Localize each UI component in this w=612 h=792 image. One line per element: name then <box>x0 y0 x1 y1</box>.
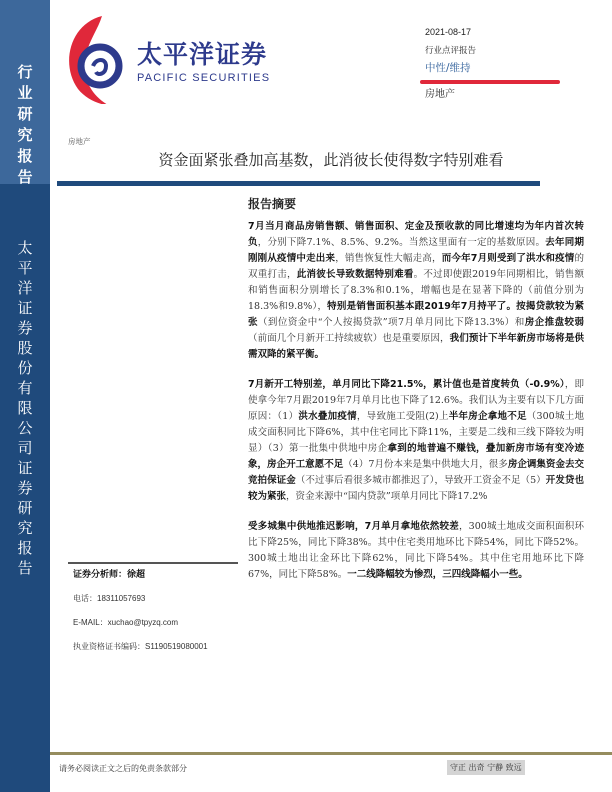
footer-disclaimer: 请务必阅读正文之后的免责条款部分 <box>59 764 187 773</box>
vertical-char: 限 <box>17 399 33 417</box>
vertical-char: 司 <box>17 439 33 457</box>
vertical-char: 告 <box>17 559 33 577</box>
bold-text: 去年同期刚刚从疫情中走出来 <box>248 237 584 264</box>
company-logo-icon <box>60 14 130 104</box>
sidebar-bottom-text <box>0 238 50 578</box>
vertical-char: 业 <box>17 84 33 102</box>
text: （前面几个月新开工持续疲软）也是重要原因， <box>248 333 450 344</box>
bold-text: 开发贷也较为紧张 <box>248 475 584 502</box>
vertical-char: 究 <box>17 126 33 144</box>
vertical-char: 行 <box>17 63 33 81</box>
analyst-email: E-MAIL：xuchao@tpyzq.com <box>73 618 179 627</box>
text: ，销售恢复性大幅走高， <box>335 253 442 264</box>
text: ，导致施工受阻(2)上 <box>356 411 449 422</box>
bold-text: 半年房企拿地不足 <box>448 411 527 422</box>
title-divider <box>57 181 540 186</box>
report-title-wrap <box>0 150 612 170</box>
footer-divider <box>50 752 612 755</box>
text: ，即使拿今年7月跟2019年7月单月比也下降了12.6%。我们认为主要有以下几方面原因：（1） <box>248 379 584 422</box>
vertical-char: 券 <box>17 319 33 337</box>
report-type: 行业点评报告 <box>425 46 477 56</box>
bold-text: 而今年7月则受到了洪水和疫情 <box>441 253 575 264</box>
summary-heading: 报告摘要 <box>248 197 297 211</box>
vertical-char: 公 <box>17 419 33 437</box>
bold-text: 一二线降幅较为惨烈，三四线降幅小一些。 <box>347 569 528 580</box>
sector: 房地产 <box>425 89 455 100</box>
rating: 中性/维持 <box>425 62 471 74</box>
vertical-char: 究 <box>17 519 33 537</box>
text: ，资金来源中“国内贷款”项单月同比下降17.2% <box>286 491 488 502</box>
vertical-char: 证 <box>17 299 33 317</box>
bold-text: 洪水叠加疫情 <box>298 411 357 422</box>
text: （300城土地成交面积同比下降6%，其中住宅同比下降11%，主要是二线和三线下降较为明显）（3）第一批集中供地中房企 <box>248 411 584 454</box>
bold-text: 房企调集资金去交竞拍保证金 <box>248 459 584 486</box>
text: ，分别下降7.1%、8.5%、9.2%。当然这里面有一定的基数原因。 <box>257 237 546 248</box>
text: （到位资金中“个人按揭贷款”项7月单月同比下降13.3%）和 <box>257 317 525 328</box>
vertical-char: 证 <box>17 459 33 477</box>
text: （4）7月份本来是集中供地大月，很多 <box>343 459 508 470</box>
vertical-char: 太 <box>17 239 33 257</box>
vertical-char: 股 <box>17 339 33 357</box>
text: 的双重打击， <box>248 253 584 280</box>
analyst-cert: 执业资格证书编码：S1190519080001 <box>73 642 208 651</box>
vertical-char: 告 <box>17 168 33 186</box>
summary-section <box>248 195 584 597</box>
vertical-char: 份 <box>17 359 33 377</box>
vertical-char: 报 <box>17 539 33 557</box>
bold-text: 此消彼长导致数据特别难看 <box>296 269 414 280</box>
bold-text: 受多城集中供地推迟影响，7月单月拿地依然较差 <box>248 521 459 532</box>
bold-text: 拿到的地普遍不赚钱，叠加新房市场有变冷迹象，房企开工意愿不足 <box>248 443 584 470</box>
sector-tag: 房地产 <box>68 137 91 146</box>
summary-paragraph <box>248 219 584 363</box>
analyst-name: 证券分析师：徐超 <box>73 570 146 580</box>
summary-paragraph <box>248 519 584 583</box>
footer-motto: 守正 出奇 宁静 致远 <box>447 760 525 775</box>
brand-name-cn: 太平洋证券 <box>137 40 268 69</box>
bold-text: 我们预计下半年新房市场将是供需双降的紧平衡。 <box>248 333 584 360</box>
report-title: 资金面紧张叠加高基数，此消彼长使得数字特别难看 <box>158 151 504 169</box>
bold-text: 7月当月商品房销售额、销售面积、定金及预收款的同比增速均为年内首次转负 <box>248 221 584 248</box>
bold-text: 7月新开工特别差，单月同比下降21.5%，累计值也是首度转负（-0.9%） <box>248 379 565 390</box>
report-date: 2021-08-17 <box>425 27 472 37</box>
vertical-char: 研 <box>17 105 33 123</box>
vertical-char: 券 <box>17 479 33 497</box>
bold-text: 房企推盘较弱 <box>524 317 584 328</box>
bold-text: 特别是销售面积基本跟2019年7月持平了。按揭贷款较为紧张 <box>248 301 584 328</box>
analyst-divider <box>68 562 238 564</box>
summary-paragraph <box>248 377 584 505</box>
vertical-char: 平 <box>17 259 33 277</box>
text: （不过事后看很多城市都推迟了），导致开工资金不足（5） <box>295 475 546 486</box>
brand-name-en: PACIFIC SECURITIES <box>137 72 271 84</box>
text: 。不过即使跟2019年同期相比，销售额和销售面积分别增长了8.3%和0.1%，增幅也是在显著下降的（前值分别为18.3%和9.8%）， <box>248 269 584 312</box>
vertical-char: 有 <box>17 379 33 397</box>
vertical-char: 报 <box>17 147 33 165</box>
vertical-char: 研 <box>17 499 33 517</box>
vertical-char: 洋 <box>17 279 33 297</box>
analyst-phone: 电话：18311057693 <box>73 594 146 603</box>
rating-underline <box>420 80 560 84</box>
text: ，300城土地成交面积面积环比下降25%，同比下降38%。其中住宅类用地环比下降54%，同比下降52%。300城土地出让金环比下降62%，同比下降54%。其中住宅用地环比下降67%，同比下降58%。 <box>248 521 584 580</box>
